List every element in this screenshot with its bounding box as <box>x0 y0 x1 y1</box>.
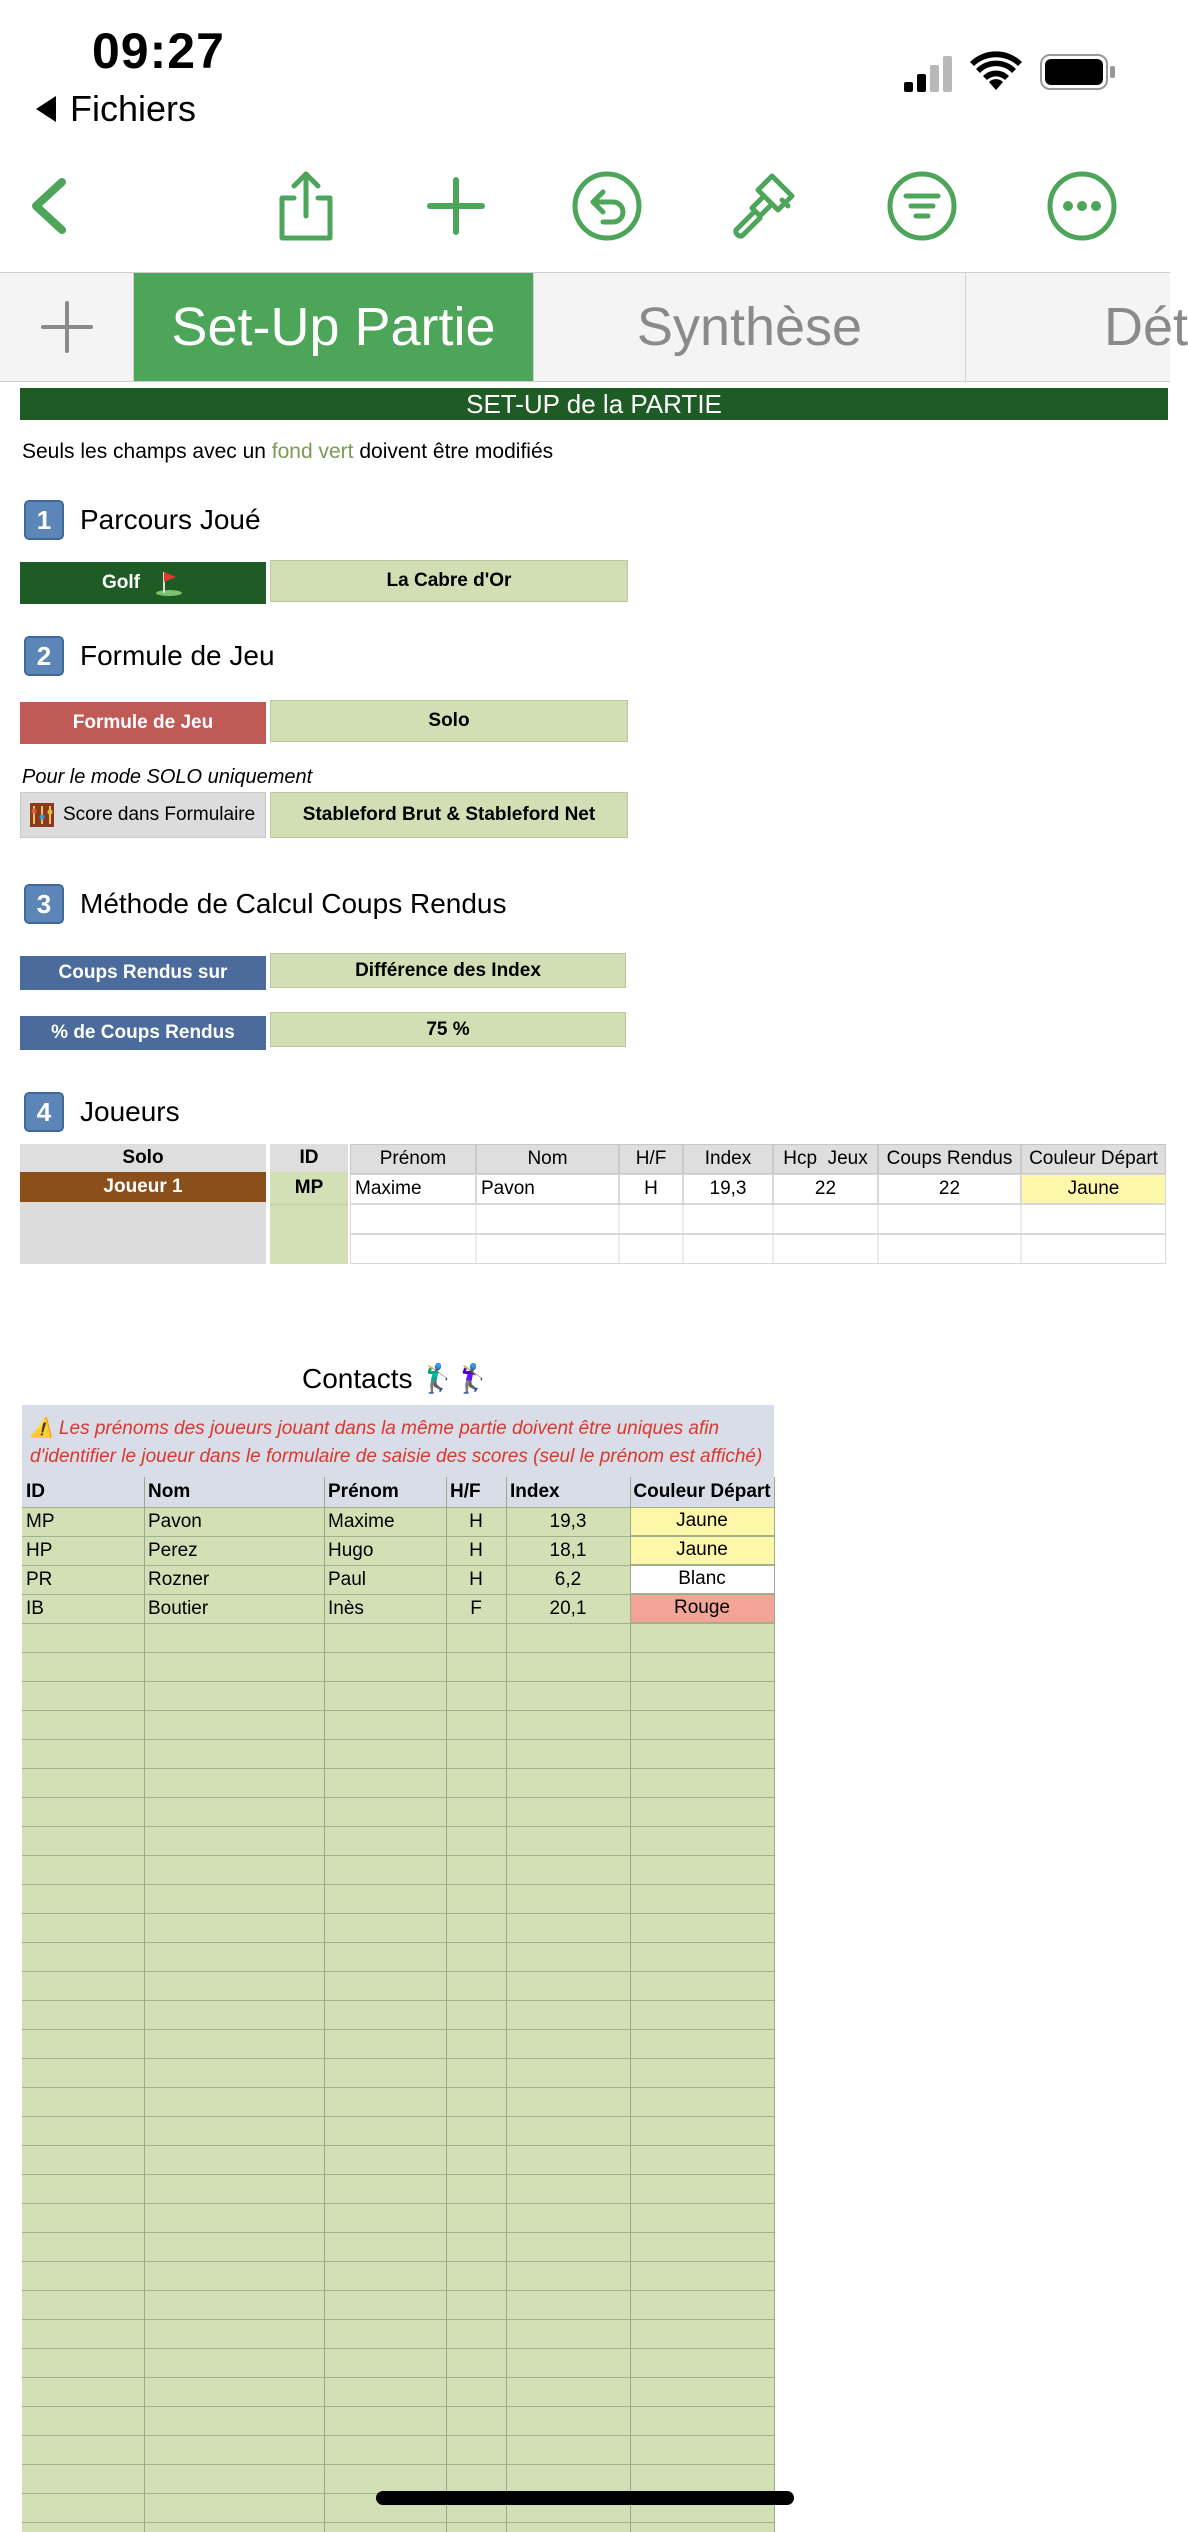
contact-prenom: Hugo <box>328 1539 374 1561</box>
grid-vline <box>446 1477 447 2532</box>
contacts-header-id: ID <box>22 1477 144 1507</box>
grid-hline <box>22 2000 774 2001</box>
contact-couleur: Jaune <box>630 1507 774 1536</box>
player-couleur: Jaune <box>1021 1174 1166 1204</box>
grid-hline <box>22 1507 774 1508</box>
coups-rendus-label: Coups Rendus sur <box>20 956 266 990</box>
note-highlight: fond vert <box>271 440 354 463</box>
contact-id: IB <box>26 1597 44 1619</box>
golf-flag-icon <box>154 569 184 597</box>
back-triangle-icon <box>36 96 56 122</box>
back-app-label: Fichiers <box>70 88 197 129</box>
home-indicator <box>376 2491 794 2505</box>
tab-detail[interactable]: Dét <box>1104 297 1188 357</box>
contact-hf: H <box>469 1568 483 1590</box>
grid-hline <box>22 2464 774 2465</box>
section-parcours <box>24 500 261 540</box>
battery-icon <box>1040 54 1116 90</box>
contact-id: PR <box>26 1568 53 1590</box>
grid-vline <box>774 1477 775 2532</box>
contact-hf: H <box>469 1510 483 1532</box>
filter-icon[interactable] <box>882 166 962 246</box>
empty-players <box>20 1202 266 1264</box>
abacus-icon <box>29 802 55 828</box>
player-coups-rendus: 22 <box>878 1174 1021 1204</box>
contact-prenom: Inès <box>328 1597 364 1619</box>
contact-id: MP <box>26 1510 55 1532</box>
grid-hline <box>22 2377 774 2378</box>
contacts-header-prenom: Prénom <box>324 1477 446 1507</box>
golf-label-text: Golf <box>102 572 140 593</box>
note-text-end: doivent être modifiés <box>353 440 554 463</box>
add-sheet-button[interactable] <box>0 273 134 381</box>
grid-lines <box>350 1204 1166 1264</box>
section-joueurs <box>24 1092 180 1132</box>
id-header: ID <box>270 1144 348 1172</box>
grid-hline <box>22 2145 774 2146</box>
grid-hline <box>22 2261 774 2262</box>
setup-banner: SET-UP de la PARTIE <box>20 388 1168 420</box>
grid-vline <box>506 1477 507 2532</box>
grid-hline <box>22 2232 774 2233</box>
section-number: 1 <box>24 500 64 540</box>
contact-prenom: Paul <box>328 1568 367 1590</box>
score-label-text: Score dans Formulaire <box>63 804 256 825</box>
section-title: Formule de Jeu <box>80 640 275 671</box>
grid-hline <box>22 1826 774 1827</box>
section-number: 4 <box>24 1092 64 1132</box>
section-number: 3 <box>24 884 64 924</box>
header-hcp: Hcp Jeux <box>773 1144 878 1174</box>
paintbrush-icon[interactable] <box>722 166 802 246</box>
section-title: Méthode de Calcul Coups Rendus <box>80 888 507 919</box>
contacts-header-hf: H/F <box>446 1477 506 1507</box>
grid-hline <box>22 1884 774 1885</box>
grid-hline <box>22 1768 774 1769</box>
grid-hline <box>22 2435 774 2436</box>
header-prenom: Prénom <box>350 1144 476 1174</box>
coups-rendus-value[interactable]: Différence des Index <box>270 953 626 988</box>
formule-label: Formule de Jeu <box>20 702 266 744</box>
grid-vline <box>144 1477 145 2532</box>
header-index: Index <box>683 1144 773 1174</box>
grid-hline <box>22 2290 774 2291</box>
contact-nom: Rozner <box>148 1568 210 1590</box>
contact-nom: Boutier <box>148 1597 209 1619</box>
solo-note: Pour le mode SOLO uniquement <box>22 766 313 788</box>
grid-hline <box>22 1942 774 1943</box>
instruction-note <box>22 440 553 464</box>
grid-hline <box>22 1855 774 1856</box>
contacts-warning: ⚠️ Les prénoms des joueurs jouant dans la même partie doivent être uniques afin d'identifier le joueur dans le formulaire de saisie des scores (seul le prénom est affiché) <box>22 1405 774 1477</box>
pct-coups-rendus-label: % de Coups Rendus <box>20 1016 266 1050</box>
grid-hline <box>22 2116 774 2117</box>
note-text: Seuls les champs avec un <box>22 440 272 463</box>
section-number: 2 <box>24 636 64 676</box>
contact-couleur: Jaune <box>630 1536 774 1565</box>
player-index: 19,3 <box>683 1174 773 1204</box>
contact-index: 19,3 <box>549 1510 587 1532</box>
grid-hline <box>22 2203 774 2204</box>
grid-hline <box>22 2348 774 2349</box>
more-icon[interactable] <box>1042 166 1122 246</box>
contact-index: 6,2 <box>554 1568 582 1590</box>
contact-id: HP <box>26 1539 53 1561</box>
chevron-left-icon[interactable] <box>14 166 94 246</box>
back-to-app-link[interactable] <box>36 88 196 130</box>
section-methode <box>24 884 506 924</box>
grid-hline <box>22 1739 774 1740</box>
grid-vline <box>630 1477 631 2532</box>
mode-header: Solo <box>20 1144 266 1172</box>
pct-coups-rendus-value[interactable]: 75 % <box>270 1012 626 1047</box>
section-formule <box>24 636 275 676</box>
contact-prenom: Maxime <box>328 1510 395 1532</box>
contacts-header-index: Index <box>506 1477 630 1507</box>
contact-nom: Perez <box>148 1539 198 1561</box>
sheet-tab-bar <box>0 272 1188 382</box>
grid-hline <box>22 1565 774 1566</box>
player-hf: H <box>619 1174 683 1204</box>
player-nom: Pavon <box>476 1174 619 1204</box>
grid-hline <box>22 1710 774 1711</box>
player-prenom: Maxime <box>350 1174 476 1204</box>
section-title: Parcours Joué <box>80 504 261 535</box>
player-label: Joueur 1 <box>20 1172 266 1202</box>
score-value[interactable]: Stableford Brut & Stableford Net <box>270 792 628 838</box>
wifi-icon <box>970 52 1022 92</box>
contacts-header-couleur: Couleur Départ <box>630 1477 774 1507</box>
grid-hline <box>22 2087 774 2088</box>
grid-hline <box>22 1536 774 1537</box>
plus-icon[interactable] <box>416 166 496 246</box>
tab-set-up-partie[interactable]: Set-Up Partie <box>134 273 534 381</box>
section-title: Joueurs <box>80 1096 180 1127</box>
signal-icon <box>904 56 952 92</box>
tab-synthese[interactable]: Synthèse <box>534 273 966 381</box>
contact-nom: Pavon <box>148 1510 202 1532</box>
grid-hline <box>22 2522 774 2523</box>
id-empty <box>270 1204 348 1264</box>
header-couleur: Couleur Départ <box>1021 1144 1166 1174</box>
id-value: MP <box>270 1172 348 1204</box>
contact-couleur: Rouge <box>630 1594 774 1623</box>
undo-icon[interactable] <box>567 166 647 246</box>
header-hf: H/F <box>619 1144 683 1174</box>
score-label <box>20 792 266 838</box>
contact-couleur: Blanc <box>630 1565 774 1594</box>
header-nom: Nom <box>476 1144 619 1174</box>
grid-hline <box>22 1971 774 1972</box>
player-hcp: 22 <box>773 1174 878 1204</box>
contact-index: 18,1 <box>549 1539 587 1561</box>
grid-hline <box>22 1797 774 1798</box>
grid-hline <box>22 1652 774 1653</box>
contact-index: 20,1 <box>549 1597 587 1619</box>
share-icon[interactable] <box>266 166 346 246</box>
status-time: 09:27 <box>92 23 225 79</box>
grid-hline <box>22 2319 774 2320</box>
grid-hline <box>22 1913 774 1914</box>
grid-hline <box>22 1623 774 1624</box>
golf-course-value[interactable]: La Cabre d'Or <box>270 560 628 602</box>
grid-hline <box>22 2174 774 2175</box>
contact-hf: H <box>469 1539 483 1561</box>
grid-hline <box>22 2058 774 2059</box>
header-coups-rendus: Coups Rendus <box>878 1144 1021 1174</box>
plus-icon <box>37 297 97 357</box>
contact-hf: F <box>470 1597 482 1619</box>
formule-value[interactable]: Solo <box>270 700 628 742</box>
grid-vline <box>324 1477 325 2532</box>
grid-hline <box>22 2029 774 2030</box>
contacts-title: Contacts 🏌️‍♂️🏌️‍♀️ <box>302 1363 491 1394</box>
grid-hline <box>22 2406 774 2407</box>
grid-hline <box>22 1681 774 1682</box>
grid-hline <box>22 1594 774 1595</box>
contacts-header-nom: Nom <box>144 1477 324 1507</box>
golf-label <box>20 562 266 604</box>
